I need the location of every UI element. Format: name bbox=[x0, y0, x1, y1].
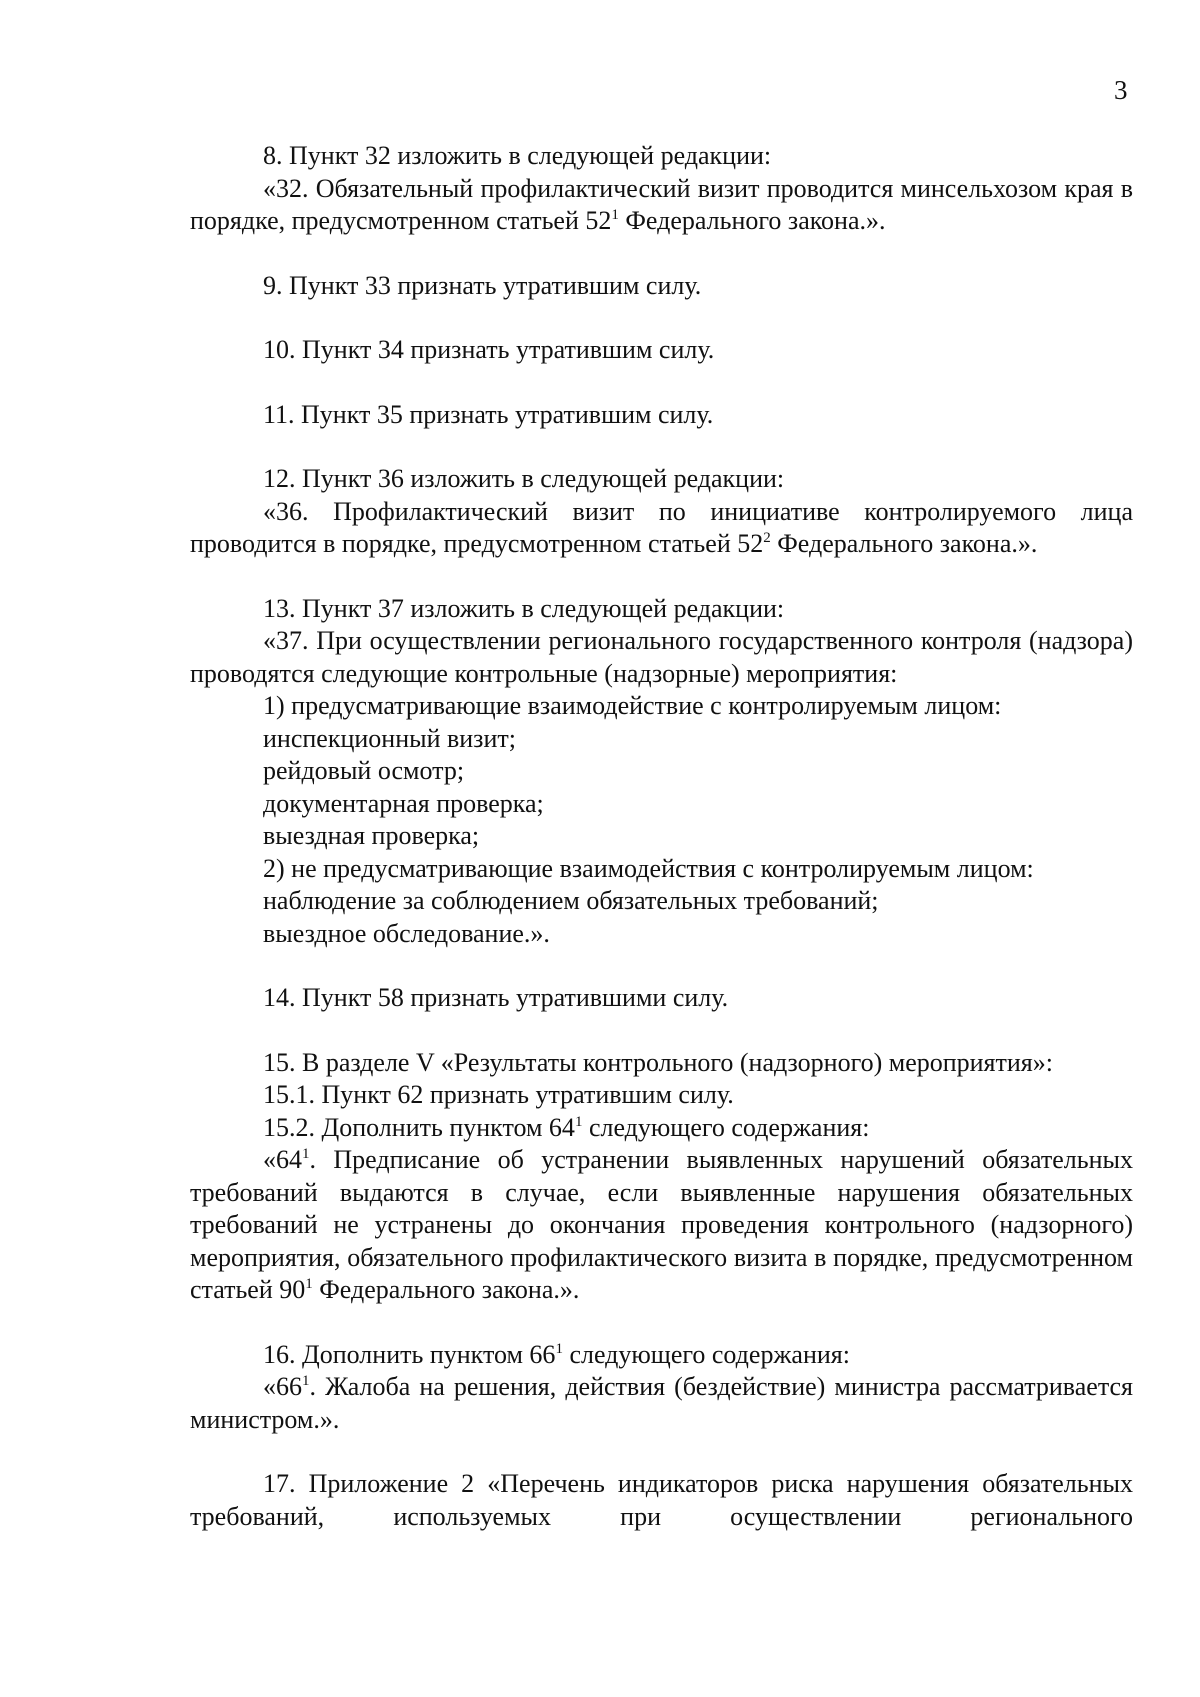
document-body bbox=[190, 140, 1133, 1533]
item-13-line-1: 1) предусматривающие взаимодействие с контролируемым лицом: bbox=[263, 691, 1002, 720]
item-8-quote-tail: Федерального закона.». bbox=[618, 206, 886, 235]
item-15-quote-text: . Предписание об устранении выявленных нарушений обязательных требований выдаются в случае, если выявленные нарушения обязательных требований не устранены до окончания проведения контрольного (надзорного) мероприятия, обязательного профилактического визита в порядке, предусмотренном статьей 90 bbox=[190, 1145, 1133, 1304]
item-9: 9. Пункт 33 признать утратившим силу. bbox=[263, 270, 702, 300]
item-12-quote-tail: Федерального закона.». bbox=[770, 529, 1038, 558]
item-16-header-superscript: 1 bbox=[555, 1340, 563, 1357]
item-15-quote-superscript-2: 1 bbox=[305, 1276, 313, 1292]
item-15-sub-2-tail: следующего содержания: bbox=[582, 1112, 870, 1142]
item-16-quote-start: «66 bbox=[263, 1372, 302, 1401]
item-13-line-3: рейдовый осмотр; bbox=[263, 756, 465, 785]
item-15-sub-2-text: 15.2. Дополнить пунктом 64 bbox=[263, 1112, 575, 1142]
item-13-line-8: выездное обследование.». bbox=[263, 918, 550, 948]
item-15-sub-1: 15.1. Пункт 62 признать утратившим силу. bbox=[263, 1080, 734, 1109]
item-15-sub-2-superscript: 1 bbox=[574, 1113, 583, 1130]
item-13-line-2: инспекционный визит; bbox=[263, 723, 516, 753]
item-11: 11. Пункт 35 признать утратившим силу. bbox=[263, 399, 714, 429]
item-15-header: 15. В разделе V «Результаты контрольного (надзорного) мероприятия»: bbox=[263, 1047, 1053, 1077]
item-8-quote-superscript: 1 bbox=[611, 207, 619, 223]
item-16-quote-superscript: 1 bbox=[302, 1373, 310, 1389]
item-13-quote: «37. При осуществлении регионального государственного контроля (надзора) проводятся следующие контрольные (надзорные) мероприятия: bbox=[190, 626, 1133, 688]
item-15-quote-superscript-1: 1 bbox=[302, 1146, 310, 1162]
item-17: 17. Приложение 2 «Перечень индикаторов риска нарушения обязательных требований, используемых при осуществлении регионального bbox=[190, 1469, 1133, 1531]
item-10: 10. Пункт 34 признать утратившим силу. bbox=[263, 335, 715, 364]
item-13-line-4: документарная проверка; bbox=[263, 788, 544, 818]
item-16-quote bbox=[190, 1371, 1133, 1436]
item-15-quote-tail: Федерального закона.». bbox=[312, 1275, 580, 1304]
page-number: 3 bbox=[1114, 75, 1128, 105]
item-14: 14. Пункт 58 признать утратившими силу. bbox=[263, 983, 729, 1012]
item-12-quote-text: «36. Профилактический визит по инициативе контролируемого лица проводится в порядке, предусмотренном статьей 52 bbox=[190, 496, 1133, 558]
item-16-header bbox=[190, 1339, 1133, 1372]
item-12-header: 12. Пункт 36 изложить в следующей редакции: bbox=[263, 464, 785, 493]
item-16-header-tail: следующего содержания: bbox=[562, 1339, 850, 1369]
item-8-header: 8. Пункт 32 изложить в следующей редакции: bbox=[263, 141, 772, 170]
item-15-sub-2 bbox=[190, 1112, 1133, 1145]
item-8-quote-text: «32. Обязательный профилактический визит проводится минсельхозом края в порядке, предусмотренном статьей 52 bbox=[190, 173, 1133, 235]
item-13-header: 13. Пункт 37 изложить в следующей редакции: bbox=[263, 593, 785, 623]
item-13-line-5: выездная проверка; bbox=[263, 821, 480, 850]
item-16-quote-tail: . Жалоба на решения, действия (бездействие) министра рассматривается министром.». bbox=[190, 1372, 1133, 1434]
item-15-quote-start: «64 bbox=[263, 1145, 302, 1174]
item-15-quote bbox=[190, 1144, 1133, 1307]
item-8-quote bbox=[190, 173, 1133, 238]
item-12-quote bbox=[190, 496, 1133, 561]
item-12-quote-superscript: 2 bbox=[763, 530, 771, 546]
item-13-line-7: наблюдение за соблюдением обязательных требований; bbox=[263, 886, 879, 915]
item-13-line-6: 2) не предусматривающие взаимодействия с контролируемым лицом: bbox=[263, 853, 1034, 883]
item-16-header-text: 16. Дополнить пунктом 66 bbox=[263, 1339, 556, 1369]
